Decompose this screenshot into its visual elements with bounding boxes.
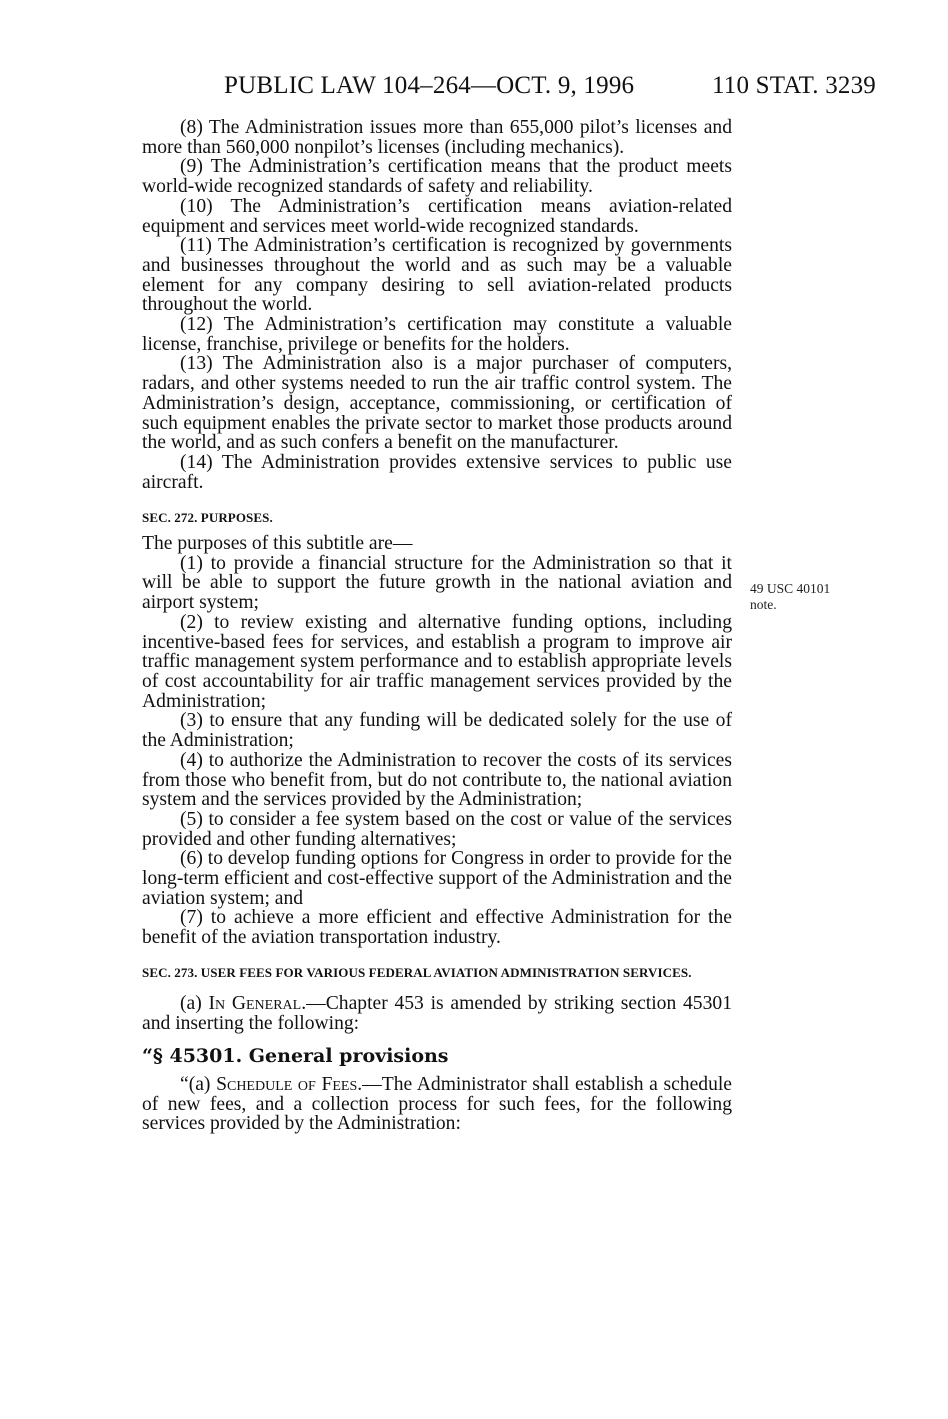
fees-label: “(a) bbox=[180, 1073, 217, 1095]
finding-9: (9) The Administration’s certification means that the product meets world-wide recognized standards of safety and reliability. bbox=[142, 156, 732, 198]
section-45301-subsection-a bbox=[142, 1075, 732, 1134]
margin-note bbox=[750, 581, 830, 613]
fees-text: .—The Administrator shall establish a schedule of new fees, and a collection process for such fees, for the following services provided by the Administration: bbox=[142, 1073, 733, 1135]
finding-12: (12) The Administration’s certification may constitute a valuable license, franchise, privilege or benefits for the holders. bbox=[142, 314, 732, 355]
purpose-3: (3) to ensure that any funding will be dedicated solely for the use of the Administration; bbox=[142, 710, 732, 752]
section-273-subsection-a bbox=[142, 994, 732, 1033]
margin-note-line2: note. bbox=[750, 597, 777, 612]
subsection-a-label: (a) bbox=[180, 992, 209, 1014]
body-text bbox=[142, 118, 732, 1134]
purpose-4: (4) to authorize the Administration to recover the costs of its services from those who benefit from, but do not contribute to, the national aviation system and the services provided by the Administration; bbox=[142, 749, 732, 811]
header-statute-page: 110 STAT. 3239 bbox=[712, 72, 876, 99]
purpose-6: (6) to develop funding options for Congress in order to provide for the long-term efficient and cost-effective support of the Administration and the aviation system; and bbox=[142, 848, 732, 909]
section-45301-heading: “§ 45301. General provisions bbox=[142, 1045, 449, 1068]
section-272-intro: The purposes of this subtitle are— bbox=[142, 533, 413, 555]
purpose-7: (7) to achieve a more efficient and effective Administration for the benefit of the aviation transportation industry. bbox=[142, 907, 732, 949]
finding-10: (10) The Administration’s certification means aviation-related equipment and services meet world-wide recognized standards. bbox=[142, 195, 732, 237]
finding-14: (14) The Administration provides extensive services to public use aircraft. bbox=[142, 451, 732, 493]
finding-8: (8) The Administration issues more than 655,000 pilot’s licenses and more than 560,000 nonpilot’s licenses (including mechanics). bbox=[142, 117, 732, 158]
finding-13: (13) The Administration also is a major purchaser of computers, radars, and other systems needed to run the air traffic control system. The Administration’s design, acceptance, commissioning, or certification of such equipment enables the private sector to market those products around the world, and as such confers a benefit on the manufacturer. bbox=[142, 353, 732, 454]
purpose-1: (1) to provide a financial structure for the Administration so that it will be able to support the future growth in the national aviation and airport system; bbox=[142, 552, 732, 614]
purpose-2: (2) to review existing and alternative funding options, including incentive-based fees for services, and establish a program to improve air traffic management system performance and to establish appropriate levels of cost accountability for air traffic management services provided by the Administration; bbox=[142, 611, 732, 712]
section-272-heading: SEC. 272. PURPOSES. bbox=[142, 510, 273, 526]
margin-note-line1: 49 USC 40101 bbox=[750, 581, 831, 596]
fees-caption: Schedule of Fees bbox=[216, 1073, 358, 1095]
header-citation: PUBLIC LAW 104–264—OCT. 9, 1996 bbox=[224, 72, 635, 99]
subsection-a-text: .—Chapter 453 is amended by striking section 45301 and inserting the following: bbox=[142, 992, 732, 1034]
subsection-a-caption: In General bbox=[208, 992, 302, 1014]
purpose-5: (5) to consider a fee system based on the cost or value of the services provided and other funding alternatives; bbox=[142, 808, 732, 850]
finding-11: (11) The Administration’s certification is recognized by governments and businesses throughout the world and as such may be a valuable element for any company desiring to sell aviation-related products throughout the world. bbox=[142, 235, 732, 316]
section-273-heading: SEC. 273. USER FEES FOR VARIOUS FEDERAL AVIATION ADMINISTRATION SERVICES. bbox=[142, 964, 692, 980]
